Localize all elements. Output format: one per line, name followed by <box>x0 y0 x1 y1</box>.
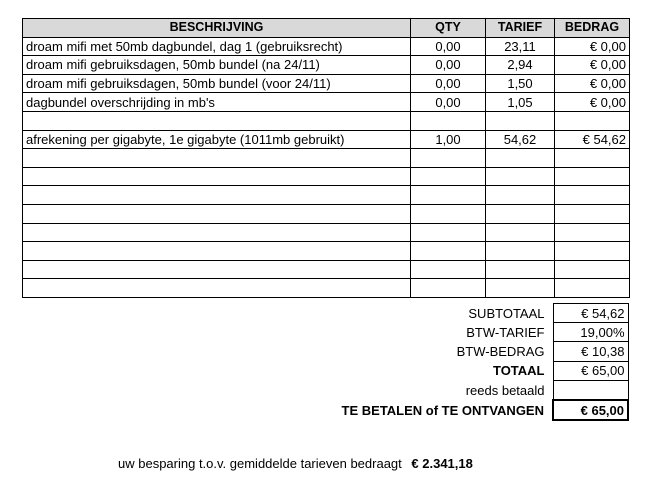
line-qty: 0,00 <box>411 93 486 112</box>
amount-due-row <box>300 400 628 420</box>
table-row <box>23 149 630 168</box>
vat-amount-label: BTW-BEDRAG <box>456 343 545 359</box>
line-qty <box>411 223 486 242</box>
line-tarief <box>486 186 555 205</box>
line-bedrag: € 0,00 <box>555 37 630 56</box>
line-tarief <box>486 260 555 279</box>
line-qty <box>411 260 486 279</box>
line-tarief <box>486 223 555 242</box>
vat-amount-row <box>300 342 628 361</box>
line-tarief <box>486 149 555 168</box>
table-row <box>23 130 630 149</box>
savings-label: uw besparing t.o.v. gemiddelde tarieven bedraagt <box>118 456 402 471</box>
line-tarief: 23,11 <box>486 37 555 56</box>
line-tarief <box>486 204 555 223</box>
total-row <box>300 361 628 380</box>
line-bedrag: € 0,00 <box>555 74 630 93</box>
line-bedrag <box>555 279 630 298</box>
line-qty <box>411 204 486 223</box>
line-bedrag <box>555 242 630 261</box>
header-qty: QTY <box>411 19 486 38</box>
line-bedrag: € 0,00 <box>555 56 630 75</box>
table-row <box>23 186 630 205</box>
amount-due-label: TE BETALEN of TE ONTVANGEN <box>341 402 544 418</box>
line-bedrag <box>555 111 630 130</box>
already-paid-value <box>553 380 628 400</box>
line-tarief: 54,62 <box>486 130 555 149</box>
line-qty <box>411 279 486 298</box>
line-tarief: 1,05 <box>486 93 555 112</box>
table-row <box>23 242 630 261</box>
line-qty: 0,00 <box>411 56 486 75</box>
already-paid-label: reeds betaald <box>465 382 545 398</box>
line-description: droam mifi met 50mb dagbundel, dag 1 (gebruiksrecht) <box>23 37 411 56</box>
line-qty <box>411 186 486 205</box>
subtotal-row <box>300 304 628 323</box>
table-row <box>23 56 630 75</box>
amount-due-value: € 65,00 <box>553 400 628 420</box>
line-bedrag: € 0,00 <box>555 93 630 112</box>
line-qty <box>411 149 486 168</box>
total-label: TOTAAL <box>492 363 545 379</box>
subtotal-value: € 54,62 <box>553 304 628 323</box>
line-description <box>23 223 411 242</box>
line-description: dagbundel overschrijding in mb's <box>23 93 411 112</box>
line-description <box>23 279 411 298</box>
line-description <box>23 111 411 130</box>
subtotal-label: SUBTOTAAL <box>468 305 545 321</box>
header-row <box>23 19 630 38</box>
line-qty: 1,00 <box>411 130 486 149</box>
vat-rate-label: BTW-TARIEF <box>466 324 545 340</box>
line-tarief <box>486 167 555 186</box>
line-bedrag <box>555 260 630 279</box>
vat-rate-row <box>300 323 628 342</box>
line-description <box>23 242 411 261</box>
header-bedrag: BEDRAG <box>555 19 630 38</box>
line-tarief: 1,50 <box>486 74 555 93</box>
line-description <box>23 186 411 205</box>
line-description: droam mifi gebruiksdagen, 50mb bundel (na 24/11) <box>23 56 411 75</box>
line-description <box>23 260 411 279</box>
savings-line <box>118 456 473 471</box>
line-description: afrekening per gigabyte, 1e gigabyte (1011mb gebruikt) <box>23 130 411 149</box>
already-paid-row <box>300 380 628 400</box>
line-qty <box>411 242 486 261</box>
header-tarief: TARIEF <box>486 19 555 38</box>
line-bedrag <box>555 167 630 186</box>
line-bedrag <box>555 149 630 168</box>
total-value: € 65,00 <box>553 361 628 380</box>
table-row <box>23 37 630 56</box>
table-row <box>23 204 630 223</box>
line-description <box>23 204 411 223</box>
line-bedrag: € 54,62 <box>555 130 630 149</box>
table-row <box>23 260 630 279</box>
table-row <box>23 74 630 93</box>
totals-table <box>300 303 629 421</box>
line-tarief <box>486 279 555 298</box>
line-tarief: 2,94 <box>486 56 555 75</box>
line-description <box>23 167 411 186</box>
table-row <box>23 111 630 130</box>
line-description: droam mifi gebruiksdagen, 50mb bundel (voor 24/11) <box>23 74 411 93</box>
line-qty: 0,00 <box>411 74 486 93</box>
vat-rate-value: 19,00% <box>553 323 628 342</box>
line-bedrag <box>555 186 630 205</box>
line-tarief <box>486 242 555 261</box>
line-qty <box>411 167 486 186</box>
line-qty <box>411 111 486 130</box>
invoice-table <box>22 18 630 298</box>
line-description <box>23 149 411 168</box>
header-description: BESCHRIJVING <box>23 19 411 38</box>
line-qty: 0,00 <box>411 37 486 56</box>
savings-value: € 2.341,18 <box>411 456 473 471</box>
table-row <box>23 279 630 298</box>
table-row <box>23 167 630 186</box>
line-tarief <box>486 111 555 130</box>
line-bedrag <box>555 223 630 242</box>
line-bedrag <box>555 204 630 223</box>
vat-amount-value: € 10,38 <box>553 342 628 361</box>
table-row <box>23 223 630 242</box>
table-row <box>23 93 630 112</box>
